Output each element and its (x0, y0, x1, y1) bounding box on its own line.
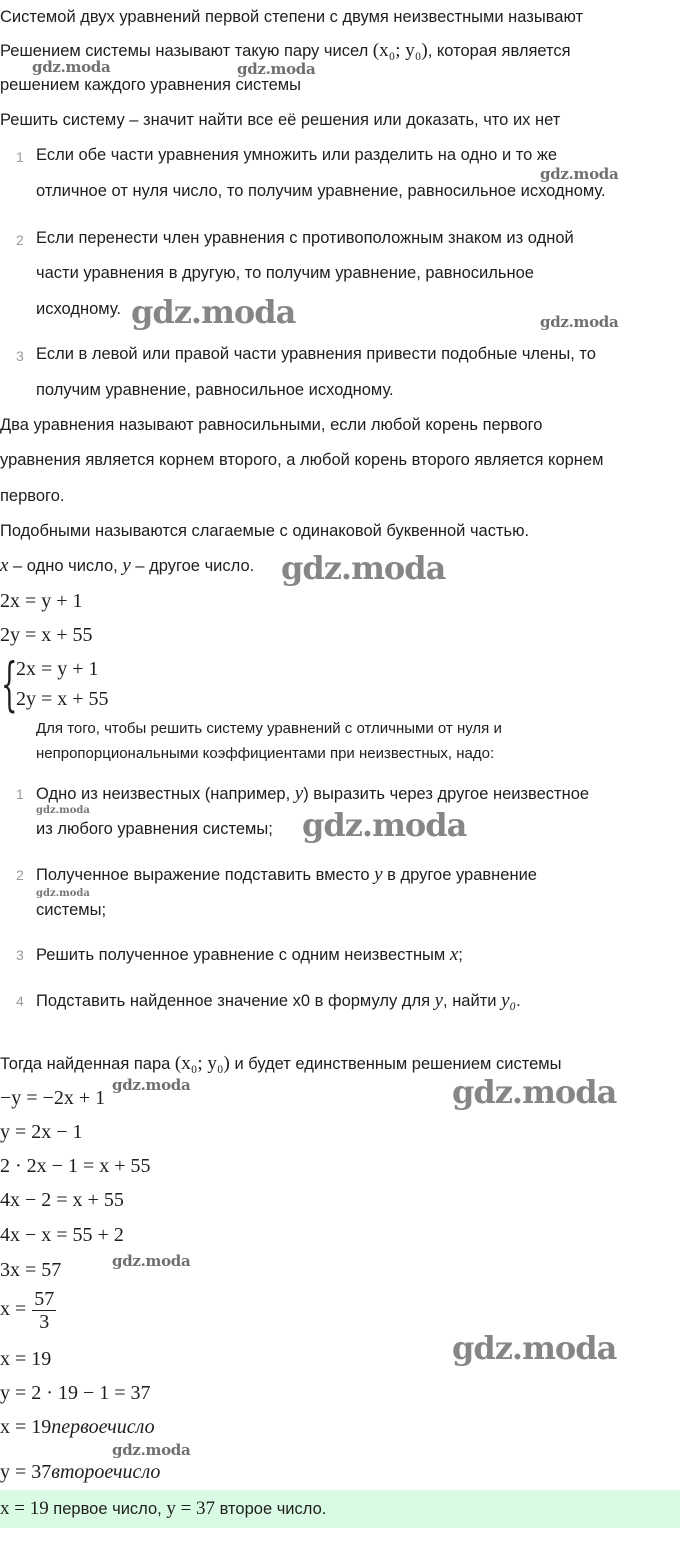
equivalent-line3: первого. (0, 487, 65, 505)
variables-line: x – одно число, y – другое число. (0, 555, 255, 576)
rule-number: 1 (16, 149, 24, 165)
rule-3-line1: Если в левой или правой части уравнения привести подобные члены, то (36, 345, 596, 363)
watermark: gdz.moda (112, 1252, 191, 1270)
watermark: gdz.moda (131, 293, 296, 331)
step-number: 1 (16, 786, 24, 802)
watermark: gdz.moda (540, 313, 619, 331)
italic-line-1: x = 19первоечисло (0, 1416, 155, 1438)
equation-2: 2y = x + 55 (0, 624, 93, 646)
fraction-line: x = $\frac{57}{3}$ (0, 1288, 55, 1333)
definition-solve: Решить систему – значит найти все её решения или доказать, что их нет (0, 111, 561, 129)
system-brace: { (1, 650, 18, 718)
method-intro-line2: непропорциональными коэффициентами при неизвестных, надо: (36, 745, 495, 762)
watermark: gdz.moda (112, 1076, 191, 1094)
step-number: 4 (16, 993, 24, 1009)
rule-1-line1: Если обе части уравнения умножить или разделить на одно и то же (36, 146, 558, 164)
step-2: Полученное выражение подставить вместо y в другое уравнение (36, 864, 537, 885)
solution-pair: (x₀; y₀) (174, 1053, 230, 1074)
method-intro-line1: Для того, чтобы решить систему уравнений с отличными от нуля и (36, 720, 502, 737)
rule-2-line3: исходному. (36, 300, 121, 318)
fraction: $\frac{57}{3}$ (34, 1288, 55, 1333)
work-step: 3x = 57 (0, 1259, 62, 1281)
step-number: 3 (16, 947, 24, 963)
step-1-line2: из любого уравнения системы; (36, 820, 273, 838)
solution-pair: (x₀; y₀) (372, 40, 428, 61)
italic-line-2: y = 37второечисло (0, 1461, 161, 1483)
watermark: gdz.moda (452, 1073, 617, 1111)
watermark: gdz.moda (32, 58, 111, 76)
similar-terms: Подобными называются слагаемые с одинаковой буквенной частью. (0, 522, 530, 540)
step-3: Решить полученное уравнение с одним неизвестным x; (36, 944, 463, 965)
rule-2-line1: Если перенести член уравнения с противоположным знаком из одной (36, 229, 574, 247)
step-4: Подставить найденное значение x0 в формулу для y, найти y₀. (36, 990, 521, 1011)
system-equation-1: 2x = y + 1 (16, 658, 99, 680)
watermark: gdz.moda (237, 60, 316, 78)
step-2-line2: системы; (36, 901, 107, 919)
watermark: gdz.moda (112, 1441, 191, 1459)
definition-solution: Решением системы называют такую пару чисел (x₀; y₀), которая является (0, 40, 571, 61)
work-step: 2 · 2x − 1 = x + 55 (0, 1155, 151, 1177)
then-line: Тогда найденная пара (x₀; y₀) и будет единственным решением системы (0, 1053, 562, 1074)
answer-line: x = 19 первое число, y = 37 второе число. (0, 1498, 327, 1519)
work-step: x = 19 (0, 1348, 52, 1370)
watermark: gdz.moda (281, 549, 446, 587)
work-step: y = 2x − 1 (0, 1121, 83, 1143)
definition-system: Системой двух уравнений первой степени с двумя неизвестными называют (0, 8, 584, 26)
step-number: 2 (16, 867, 24, 883)
equivalent-line2: уравнения является корнем второго, а любой корень второго является корнем (0, 451, 604, 469)
rule-2-line2: части уравнения в другую, то получим уравнение, равносильное (36, 264, 534, 282)
work-step: y = 2 · 19 − 1 = 37 (0, 1382, 151, 1404)
definition-solution-cont: решением каждого уравнения системы (0, 76, 302, 94)
watermark: gdz.moda (452, 1329, 617, 1367)
rule-number: 2 (16, 232, 24, 248)
work-step: −y = −2x + 1 (0, 1087, 106, 1109)
system-equation-2: 2y = x + 55 (16, 688, 109, 710)
watermark: gdz.moda (302, 806, 467, 844)
work-step: 4x − 2 = x + 55 (0, 1189, 124, 1211)
equation-1: 2x = y + 1 (0, 590, 83, 612)
rule-3-line2: получим уравнение, равносильное исходному. (36, 381, 394, 399)
rule-1-line2: отличное от нуля число, то получим уравнение, равносильное исходному. (36, 182, 606, 200)
watermark: gdz.moda (36, 888, 90, 899)
equivalent-line1: Два уравнения называют равносильными, если любой корень первого (0, 416, 543, 434)
step-1: Одно из неизвестных (например, y) выразить через другое неизвестное (36, 783, 590, 804)
rule-number: 3 (16, 348, 24, 364)
work-step: 4x − x = 55 + 2 (0, 1224, 124, 1246)
watermark: gdz.moda (540, 165, 619, 183)
watermark: gdz.moda (36, 805, 90, 816)
